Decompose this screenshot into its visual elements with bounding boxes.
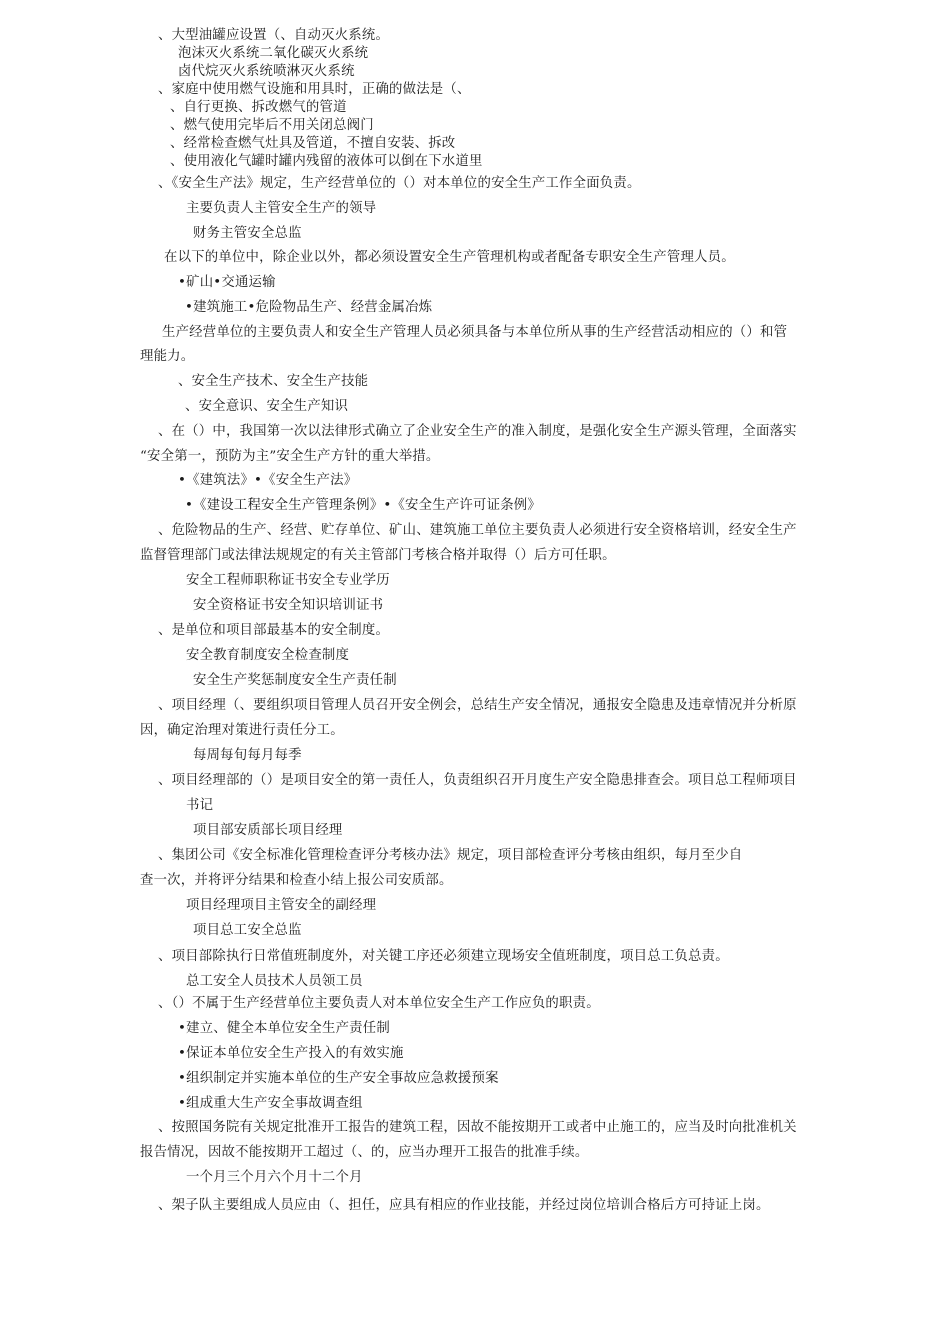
option-line: 泡沫灭火系统二氧化碳灭火系统 (178, 46, 369, 61)
option-line: 一个月三个月六个月十二个月 (186, 1170, 363, 1185)
option-line: 每周每旬每月每季 (193, 748, 302, 763)
option-line: •《建设工程安全生产管理条例》•《安全生产许可证条例》 (185, 498, 541, 513)
option-line: •组成重大生产安全事故调查组 (178, 1096, 363, 1111)
option-line: 财务主管安全总监 (193, 226, 302, 241)
question-line: 、项目部除执行日常值班制度外，对关键工序还必须建立现场安全值班制度，项目总工负总责。 (158, 949, 729, 964)
option-line: •矿山•交通运输 (178, 275, 276, 290)
question-line: 、架子队主要组成人员应由（、担任，应具有相应的作业技能，并经过岗位培训合格后方可持证上岗。 (158, 1198, 770, 1213)
question-line: 、大型油罐应设置（、自动灭火系统。 (158, 28, 390, 43)
option-line: 、使用液化气罐时罐内残留的液体可以倒在下水道里 (170, 154, 483, 169)
option-line: 项目部安质部长项目经理 (193, 823, 343, 838)
option-line: 安全教育制度安全检查制度 (186, 648, 350, 663)
option-line: 安全生产奖惩制度安全生产责任制 (193, 673, 397, 688)
question-line: 理能力。 (140, 349, 195, 364)
question-line: 、家庭中使用燃气设施和用具时，正确的做法是（、 (158, 82, 471, 97)
question-line: 、在（）中，我国第一次以法律形式确立了企业安全生产的准入制度，是强化安全生产源头管理，全面落实 (158, 424, 797, 439)
question-line: 、集团公司《安全标准化管理检查评分考核办法》规定，项目部检查评分考核由组织，每月至少自 (158, 848, 743, 863)
question-line: “安全第一，预防为主”安全生产方针的重大举措。 (140, 449, 440, 464)
question-line: 报告情况，因故不能按期开工超过（、的，应当办理开工报告的批准手续。 (140, 1145, 589, 1160)
question-line: 因，确定治理对策进行责任分工。 (140, 723, 344, 738)
option-line: 项目总工安全总监 (193, 923, 302, 938)
option-line: 、安全意识、安全生产知识 (185, 399, 349, 414)
question-line: 、（）不属于生产经营单位主要负责人对本单位安全生产工作应负的职责。 (158, 996, 600, 1011)
option-line: 、自行更换、拆改燃气的管道 (170, 100, 347, 115)
question-line: 、危险物品的生产、经营、贮存单位、矿山、建筑施工单位主要负责人必须进行安全资格培训，经安全生产 (158, 523, 797, 538)
option-line: •《建筑法》•《安全生产法》 (178, 473, 358, 488)
question-line: 查一次，并将评分结果和检查小结上报公司安质部。 (140, 873, 453, 888)
question-line: 、是单位和项目部最基本的安全制度。 (158, 623, 390, 638)
question-line: 监督管理部门或法律法规规定的有关主管部门考核合格并取得（）后方可任职。 (140, 548, 616, 563)
option-line: 安全资格证书安全知识培训证书 (193, 598, 384, 613)
option-line: 安全工程师职称证书安全专业学历 (186, 573, 390, 588)
option-line: •组织制定并实施本单位的生产安全事故应急救援预案 (178, 1071, 499, 1086)
option-line: •保证本单位安全生产投入的有效实施 (178, 1046, 404, 1061)
option-line: •建立、健全本单位安全生产责任制 (178, 1021, 390, 1036)
question-line: 、按照国务院有关规定批准开工报告的建筑工程，因故不能按期开工或者中止施工的，应当及时向批准机关 (158, 1120, 797, 1135)
question-line: 、项目经理（、要组织项目管理人员召开安全例会，总结生产安全情况，通报安全隐患及违章情况并分析原 (158, 698, 797, 713)
question-line: 生产经营单位的主要负责人和安全生产管理人员必须具备与本单位所从事的生产经营活动相应的（）和管 (162, 325, 788, 340)
option-line: 、燃气使用完毕后不用关闭总阀门 (170, 118, 374, 133)
question-line: 书记 (186, 798, 214, 813)
question-line: 、《安全生产法》规定，生产经营单位的（）对本单位的安全生产工作全面负责。 (158, 176, 641, 191)
option-line: 主要负责人主管安全生产的领导 (186, 201, 377, 216)
question-line: 、项目经理部的（）是项目安全的第一责任人，负责组织召开月度生产安全隐患排查会。项目总工程师项目 (158, 773, 797, 788)
option-line: 总工安全人员技术人员领工员 (186, 974, 363, 989)
question-line: 在以下的单位中，除企业以外，都必须设置安全生产管理机构或者配备专职安全生产管理人员。 (164, 250, 735, 265)
option-line: 、经常检查燃气灶具及管道，不擅自安装、拆改 (170, 136, 456, 151)
option-line: 项目经理项目主管安全的副经理 (186, 898, 377, 913)
option-line: 、安全生产技术、安全生产技能 (178, 374, 369, 389)
option-line: 卤代烷灭火系统喷淋灭火系统 (178, 64, 355, 79)
option-line: •建筑施工•危险物品生产、经营金属冶炼 (185, 300, 433, 315)
